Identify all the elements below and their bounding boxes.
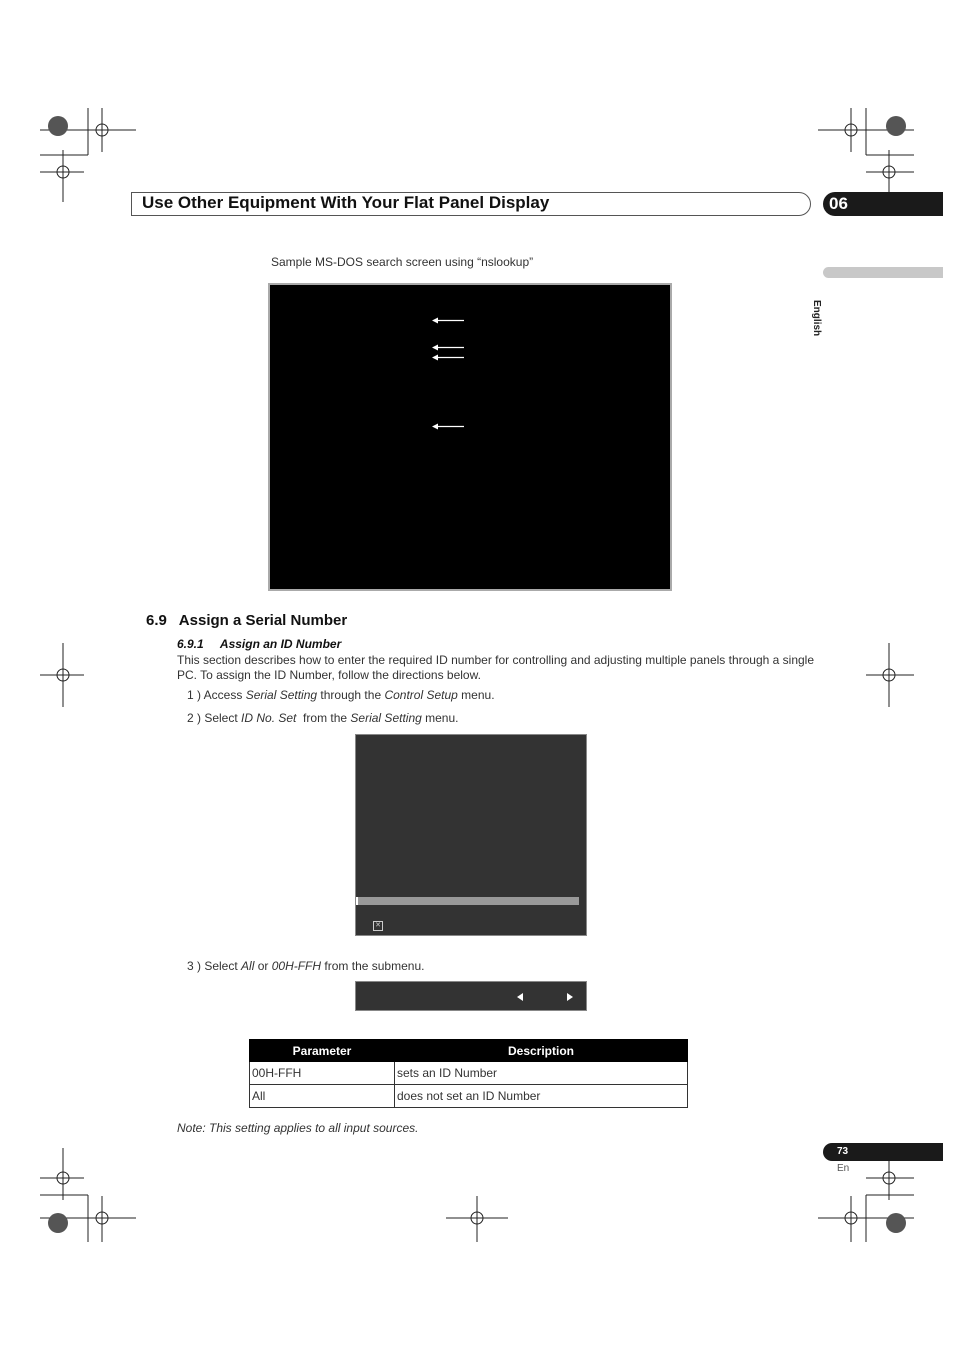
column-header-description: Description xyxy=(395,1040,688,1062)
left-arrow-icon xyxy=(517,993,523,1001)
menu-cursor xyxy=(356,897,358,905)
table-row xyxy=(250,1085,688,1108)
language-label: English xyxy=(811,300,822,337)
note-text: Note: This setting applies to all input sources. xyxy=(177,1121,419,1135)
submenu-image xyxy=(355,981,587,1011)
subsection-title: 6.9.1 Assign an ID Number xyxy=(177,637,342,651)
arrow-icon xyxy=(432,315,464,326)
close-icon: ✕ xyxy=(373,921,383,931)
menu-highlight-row xyxy=(357,897,579,905)
section-title: 6.9 Assign a Serial Number xyxy=(146,612,348,629)
intro-paragraph: This section describes how to enter the required ID number for controlling and adjusting multiple panels through a single PC. To assign the ID Number, follow the directions below. xyxy=(177,653,815,682)
arrow-icon xyxy=(432,352,464,363)
serial-setting-menu-image xyxy=(355,734,587,936)
table-cell-parameter: 00H-FFH xyxy=(250,1062,395,1085)
column-header-parameter: Parameter xyxy=(250,1040,395,1062)
table-header-row xyxy=(250,1040,688,1062)
arrow-icon xyxy=(432,421,464,432)
step-1: 1 ) Access Serial Setting through the Control Setup menu. xyxy=(187,688,495,702)
chapter-title: Use Other Equipment With Your Flat Panel Display xyxy=(142,193,550,212)
table-row xyxy=(250,1062,688,1085)
table-cell-description: sets an ID Number xyxy=(395,1062,688,1085)
parameter-table xyxy=(249,1039,688,1108)
step-3: 3 ) Select All or 00H-FFH from the submenu. xyxy=(187,959,425,973)
table-cell-parameter: All xyxy=(250,1085,395,1108)
figure-caption: Sample MS-DOS search screen using “nslookup” xyxy=(271,255,534,269)
language-tab xyxy=(823,267,943,278)
step-2: 2 ) Select ID No. Set from the Serial Setting menu. xyxy=(187,711,459,725)
table-cell-description: does not set an ID Number xyxy=(395,1085,688,1108)
chapter-number: 06 xyxy=(829,194,848,213)
page-language-code: En xyxy=(837,1163,850,1174)
msdos-screen-image xyxy=(268,283,672,591)
right-arrow-icon xyxy=(567,993,573,1001)
page-number: 73 xyxy=(837,1146,849,1157)
